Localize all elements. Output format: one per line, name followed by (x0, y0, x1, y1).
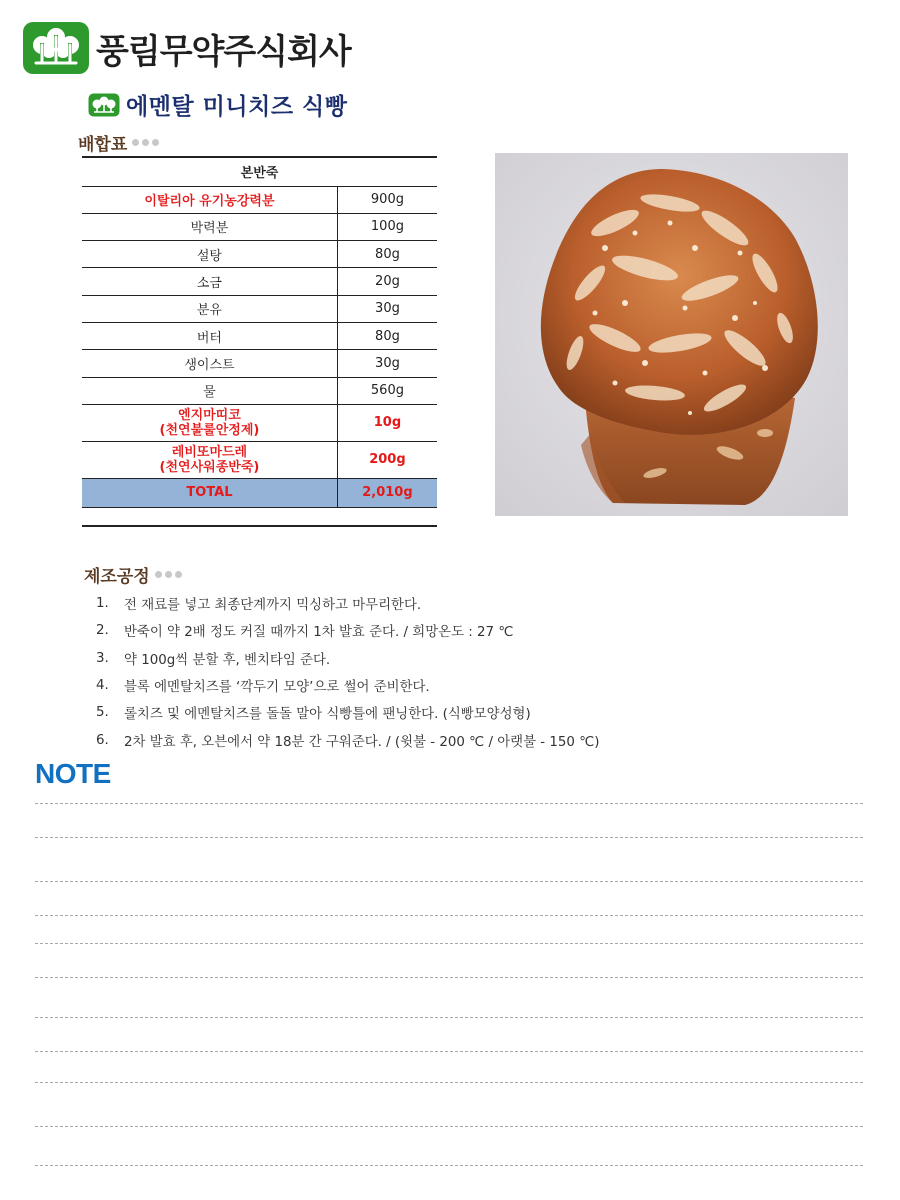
step-number: 1. (96, 596, 109, 612)
formula-row (82, 213, 437, 240)
formula-row (82, 322, 437, 349)
step-number: 6. (96, 732, 109, 748)
ingredient-name (82, 441, 337, 478)
ingredient-amount: 20g (337, 268, 437, 295)
note-label: NOTE (35, 758, 111, 789)
document-title: 에멘탈 미니치즈 식빵 (126, 94, 348, 120)
ingredient-name: 설탕 (82, 241, 337, 268)
note-ruled-line (35, 943, 863, 944)
ingredient-name: 소금 (82, 268, 337, 295)
formula-row (82, 241, 437, 268)
cheese-bread-image (495, 153, 848, 516)
total-label: TOTAL (82, 478, 337, 507)
ingredient-name: 박력분 (82, 213, 337, 240)
formula-row (82, 268, 437, 295)
section-dots-icon (155, 571, 182, 578)
note-ruled-line (35, 881, 863, 882)
ingredient-amount: 560g (337, 377, 437, 404)
process-section-header (84, 562, 182, 587)
ingredient-name-line1: 엔지마띠코 (178, 407, 241, 423)
note-ruled-line (35, 977, 863, 978)
step-number: 2. (96, 623, 109, 639)
ingredient-amount: 100g (337, 213, 437, 240)
ingredient-name: 버터 (82, 322, 337, 349)
process-step (96, 699, 599, 726)
note-ruled-line (35, 837, 863, 838)
process-step (96, 617, 599, 644)
note-ruled-line (35, 1165, 863, 1166)
formula-group-header-row (82, 157, 437, 186)
bread-photo (495, 153, 848, 516)
forest-logo-icon (22, 21, 90, 75)
ingredient-amount: 200g (337, 441, 437, 478)
note-ruled-line (35, 803, 863, 804)
process-step (96, 672, 599, 699)
formula-section-header (78, 130, 159, 155)
formula-blank-row (82, 507, 437, 526)
ingredient-name: 이탈리아 유기농강력분 (82, 186, 337, 213)
process-steps-list (96, 590, 599, 754)
company-name: 풍림무약주식회사 (96, 31, 351, 72)
step-text: 약 100g씩 분할 후, 벤치타임 준다. (124, 652, 331, 668)
note-ruled-line (35, 1082, 863, 1083)
blank-cell (82, 507, 337, 526)
formula-row (82, 295, 437, 322)
ingredient-name: 물 (82, 377, 337, 404)
ingredient-name-line2: (천연사워종반죽) (159, 459, 260, 475)
document-title-row (88, 88, 347, 121)
blank-cell (337, 507, 437, 526)
process-section-label: 제조공정 (84, 567, 150, 587)
step-text: 반죽이 약 2배 정도 커질 때까지 1차 발효 준다. / 희망온도 : 27 ℃ (124, 625, 514, 641)
formula-row (82, 186, 437, 213)
step-text: 2차 발효 후, 오븐에서 약 18분 간 구워준다. / (윗불 - 200 ℃ / 아랫불 - 150 ℃) (124, 734, 600, 750)
formula-total-row (82, 478, 437, 507)
forest-logo-small-icon (88, 93, 120, 117)
ingredient-amount: 10g (337, 404, 437, 441)
ingredient-amount: 30g (337, 350, 437, 377)
ingredient-amount: 30g (337, 295, 437, 322)
process-step (96, 590, 599, 617)
formula-row (82, 377, 437, 404)
formula-table (82, 156, 437, 527)
ingredient-amount: 80g (337, 322, 437, 349)
ingredient-amount: 900g (337, 186, 437, 213)
note-ruled-line (35, 1017, 863, 1018)
formula-group-header: 본반죽 (82, 157, 437, 186)
formula-special-row (82, 441, 437, 478)
step-text: 전 재료를 넣고 최종단계까지 믹싱하고 마무리한다. (124, 598, 422, 614)
note-ruled-line (35, 1051, 863, 1052)
ingredient-amount: 80g (337, 241, 437, 268)
ingredient-name (82, 404, 337, 441)
note-ruled-line (35, 915, 863, 916)
ingredient-name-line2: (천연불룰안정제) (159, 422, 260, 438)
process-step (96, 726, 599, 753)
step-number: 5. (96, 705, 109, 721)
step-text: 롤치즈 및 에멘탈치즈를 돌돌 말아 식빵틀에 팬닝한다. (식빵모양성형) (124, 707, 531, 723)
ingredient-name: 분유 (82, 295, 337, 322)
company-logo (22, 20, 351, 76)
section-dots-icon (132, 139, 159, 146)
note-ruled-line (35, 1126, 863, 1127)
total-amount: 2,010g (337, 478, 437, 507)
ingredient-name-line1: 레비또마드레 (171, 444, 248, 460)
step-text: 블록 에멘탈치즈를 ‘깍두기 모양’으로 썰어 준비한다. (124, 680, 430, 696)
formula-section-label: 배합표 (78, 135, 128, 155)
process-step (96, 645, 599, 672)
formula-special-row (82, 404, 437, 441)
step-number: 4. (96, 678, 109, 694)
step-number: 3. (96, 650, 109, 666)
formula-row (82, 350, 437, 377)
ingredient-name: 생이스트 (82, 350, 337, 377)
